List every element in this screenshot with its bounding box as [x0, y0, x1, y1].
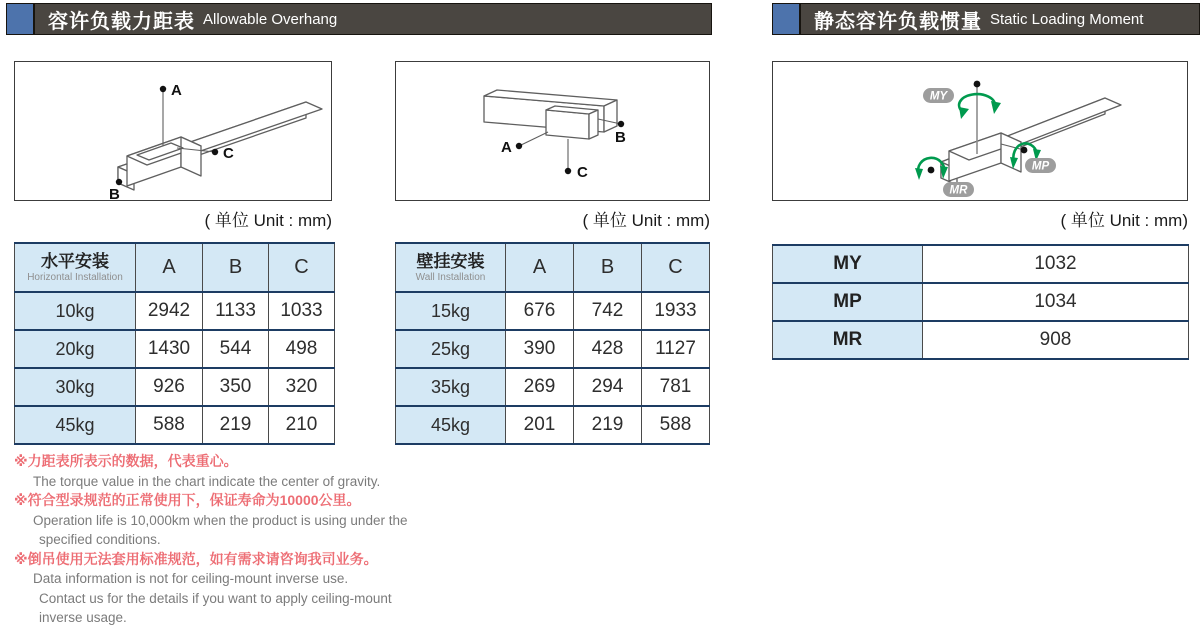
- table-title-en: Horizontal Installation: [27, 271, 123, 283]
- table-row: [773, 245, 1189, 283]
- value-c: 1933: [642, 292, 710, 330]
- note-line: The torque value in the chart indicate the center of gravity.: [33, 473, 381, 489]
- moment-drawing: [773, 62, 1186, 199]
- my-arrowhead: [991, 101, 1001, 114]
- table-row: [15, 368, 335, 406]
- column-header-c: C: [642, 243, 710, 292]
- value-a: 2942: [136, 292, 203, 330]
- load-cell: 35kg: [396, 368, 506, 406]
- section-header-static-loading-moment: [772, 3, 1200, 35]
- wall-mount-diagram: [395, 61, 710, 201]
- table-title-zh: 壁挂安装: [416, 251, 485, 271]
- point-c-dot: [212, 149, 218, 155]
- value-a: 588: [136, 406, 203, 444]
- note-line: ※符合型录规范的正常使用下，保证寿命为10000公里。: [14, 492, 361, 508]
- unit-note: ( 单位 Unit : mm): [204, 211, 332, 230]
- table-title-cell: [396, 243, 506, 292]
- value-b: 742: [574, 292, 642, 330]
- value-c: 1127: [642, 330, 710, 368]
- note-line: Data information is not for ceiling-mount inverse use.: [33, 571, 349, 586]
- note-line: Contact us for the details if you want to apply ceiling-mount: [39, 590, 392, 606]
- value-b: 294: [574, 368, 642, 406]
- svg-text:MY: MY: [929, 90, 948, 103]
- note-line: inverse usage.: [39, 610, 127, 625]
- value-a: 1430: [136, 330, 203, 368]
- value-a: 390: [506, 330, 574, 368]
- section-title-en: Static Loading Moment: [990, 10, 1144, 28]
- table-title-en: Wall Installation: [415, 271, 486, 283]
- point-b-label: B: [109, 186, 120, 199]
- value-c: 498: [269, 330, 335, 368]
- column-header-b: B: [574, 243, 642, 292]
- note-line: Operation life is 10,000km when the product is using under the: [33, 512, 408, 528]
- section-header-allowable-overhang: [6, 3, 712, 35]
- load-cell: 25kg: [396, 330, 506, 368]
- table-row: [15, 330, 335, 368]
- unit-note: ( 单位 Unit : mm): [582, 211, 710, 230]
- point-a-label: A: [501, 139, 512, 156]
- mr-arrowhead: [915, 168, 923, 180]
- mp-badge: [1025, 158, 1056, 173]
- my-arrowhead: [959, 107, 969, 119]
- note-line: specified conditions.: [39, 532, 161, 547]
- column-header-c: C: [269, 243, 335, 292]
- point-a-dot: [160, 86, 166, 92]
- horizontal-installation-table: [14, 242, 335, 445]
- point-b-dot: [618, 121, 624, 127]
- table-title-cell: [15, 243, 136, 292]
- section-title-zh: 容许负载力距表: [48, 10, 195, 33]
- load-cell: 45kg: [15, 406, 136, 444]
- table-row: [773, 321, 1189, 359]
- my-axis-dot: [974, 81, 981, 88]
- moment-value: 1034: [923, 283, 1189, 321]
- wall-installation-table: [395, 242, 710, 445]
- load-cell: 30kg: [15, 368, 136, 406]
- footnotes: [14, 452, 494, 628]
- value-c: 588: [642, 406, 710, 444]
- value-c: 1033: [269, 292, 335, 330]
- my-badge: [923, 88, 954, 103]
- moment-value: 1032: [923, 245, 1189, 283]
- table-row: [15, 292, 335, 330]
- moment-diagram: [772, 61, 1188, 201]
- column-header-a: A: [506, 243, 574, 292]
- header-accent-square: [7, 4, 35, 34]
- mr-badge: [943, 182, 974, 197]
- section-title-en: Allowable Overhang: [203, 10, 338, 28]
- value-a: 926: [136, 368, 203, 406]
- note-line: ※力距表所表示的数据，代表重心。: [14, 453, 238, 469]
- wall-mount-drawing: [396, 62, 708, 199]
- table-row: [396, 330, 710, 368]
- value-c: 320: [269, 368, 335, 406]
- table-row: [396, 292, 710, 330]
- load-cell: 20kg: [15, 330, 136, 368]
- load-cell: 45kg: [396, 406, 506, 444]
- value-a: 269: [506, 368, 574, 406]
- value-b: 1133: [203, 292, 269, 330]
- point-a-label: A: [171, 82, 182, 99]
- section-title-zh: 静态容许负载惯量: [814, 10, 982, 33]
- value-b: 428: [574, 330, 642, 368]
- moment-label: MR: [773, 321, 923, 359]
- svg-text:MP: MP: [1031, 160, 1050, 173]
- table-row: [396, 406, 710, 444]
- point-c-dot: [565, 168, 571, 174]
- moment-label: MY: [773, 245, 923, 283]
- load-cell: 10kg: [15, 292, 136, 330]
- unit-note: ( 单位 Unit : mm): [1060, 211, 1188, 230]
- point-b-label: B: [615, 129, 626, 146]
- point-a-dot: [516, 143, 522, 149]
- value-b: 544: [203, 330, 269, 368]
- table-title-zh: 水平安装: [41, 251, 109, 271]
- moment-label: MP: [773, 283, 923, 321]
- svg-text:MR: MR: [949, 184, 968, 197]
- header-accent-square: [773, 4, 801, 34]
- mr-axis-dot: [928, 167, 935, 174]
- static-moment-table: [772, 244, 1189, 360]
- point-c-label: C: [223, 145, 234, 162]
- mp-axis-dot: [1021, 147, 1028, 154]
- column-header-b: B: [203, 243, 269, 292]
- value-c: 781: [642, 368, 710, 406]
- value-b: 350: [203, 368, 269, 406]
- value-b: 219: [203, 406, 269, 444]
- point-c-label: C: [577, 164, 588, 181]
- load-cell: 15kg: [396, 292, 506, 330]
- moment-value: 908: [923, 321, 1189, 359]
- value-c: 210: [269, 406, 335, 444]
- horizontal-mount-diagram: [14, 61, 332, 201]
- table-row: [396, 368, 710, 406]
- table-row: [15, 406, 335, 444]
- horizontal-mount-drawing: [15, 62, 330, 199]
- column-header-a: A: [136, 243, 203, 292]
- note-line: ※倒吊使用无法套用标准规范，如有需求请咨询我司业务。: [14, 550, 378, 567]
- table-row: [773, 283, 1189, 321]
- value-a: 676: [506, 292, 574, 330]
- point-b-dot: [116, 179, 122, 185]
- value-b: 219: [574, 406, 642, 444]
- value-a: 201: [506, 406, 574, 444]
